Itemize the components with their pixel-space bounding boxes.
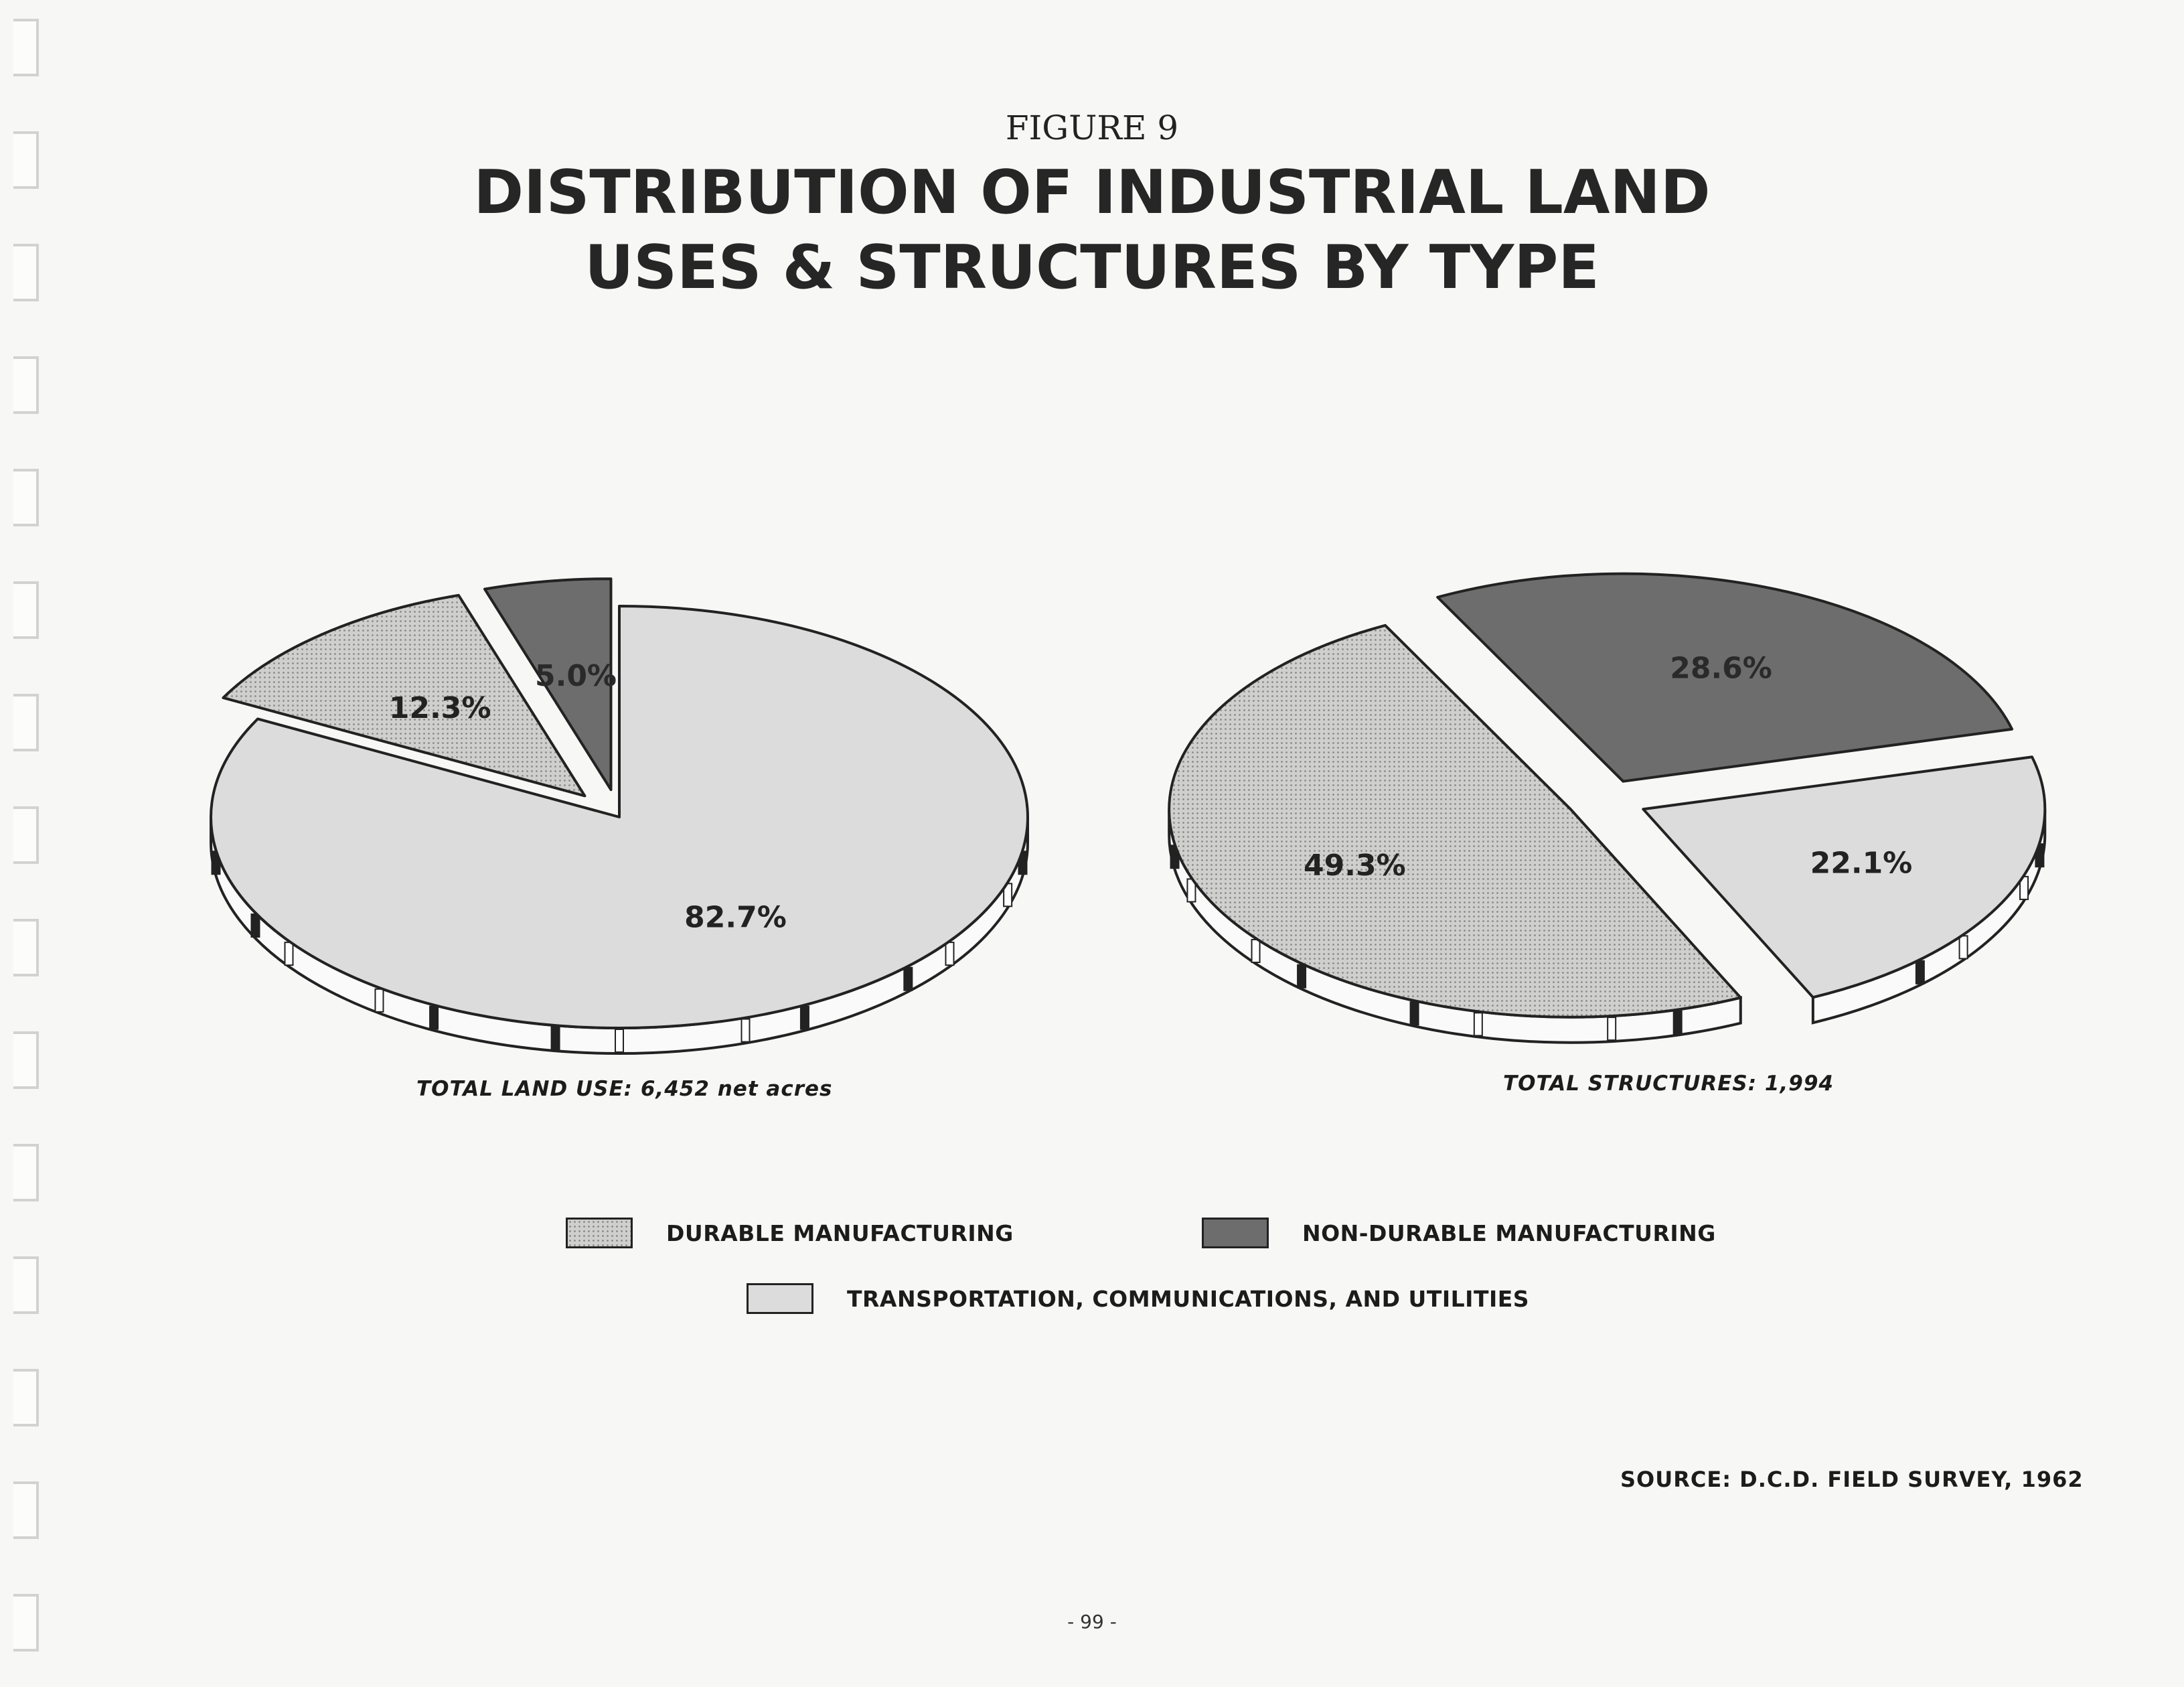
chart-title-line-2: USES & STRUCTURES BY TYPE	[584, 232, 1600, 303]
legend-label-nondurable: NON-DURABLE MANUFACTURING	[1302, 1220, 1716, 1246]
pie-label-nondurable: 5.0%	[534, 659, 617, 694]
legend-item-nondurable	[1202, 1218, 1716, 1248]
legend-swatch-transport	[747, 1283, 813, 1314]
pie-slice-nondurable	[1437, 574, 2012, 782]
pie-label-durable: 49.3%	[1304, 849, 1406, 883]
pie-label-transport: 82.7%	[684, 900, 787, 935]
chart-title-line-1: DISTRIBUTION OF INDUSTRIAL LAND	[473, 157, 1711, 228]
legend-item-durable	[566, 1218, 1014, 1248]
caption-structures: TOTAL STRUCTURES: 1,994	[1503, 1072, 1834, 1096]
figure-label: FIGURE 9	[1005, 108, 1179, 147]
legend-swatch-durable	[566, 1218, 633, 1248]
legend-label-durable: DURABLE MANUFACTURING	[666, 1220, 1014, 1246]
legend-swatch-nondurable	[1202, 1218, 1269, 1248]
caption-land-use: TOTAL LAND USE: 6,452 net acres	[416, 1077, 833, 1101]
pie-chart-structures	[1169, 574, 2045, 1043]
page-number: - 99 -	[1067, 1611, 1117, 1633]
pie-label-transport: 22.1%	[1810, 846, 1913, 881]
pie-chart-land-use	[211, 579, 1028, 1053]
source-note: SOURCE: D.C.D. FIELD SURVEY, 1962	[1620, 1467, 2084, 1492]
legend-item-transport	[747, 1283, 1529, 1314]
legend-label-transport: TRANSPORTATION, COMMUNICATIONS, AND UTILITIES	[847, 1285, 1530, 1312]
pie-label-nondurable: 28.6%	[1670, 651, 1772, 686]
pie-label-durable: 12.3%	[388, 690, 491, 725]
